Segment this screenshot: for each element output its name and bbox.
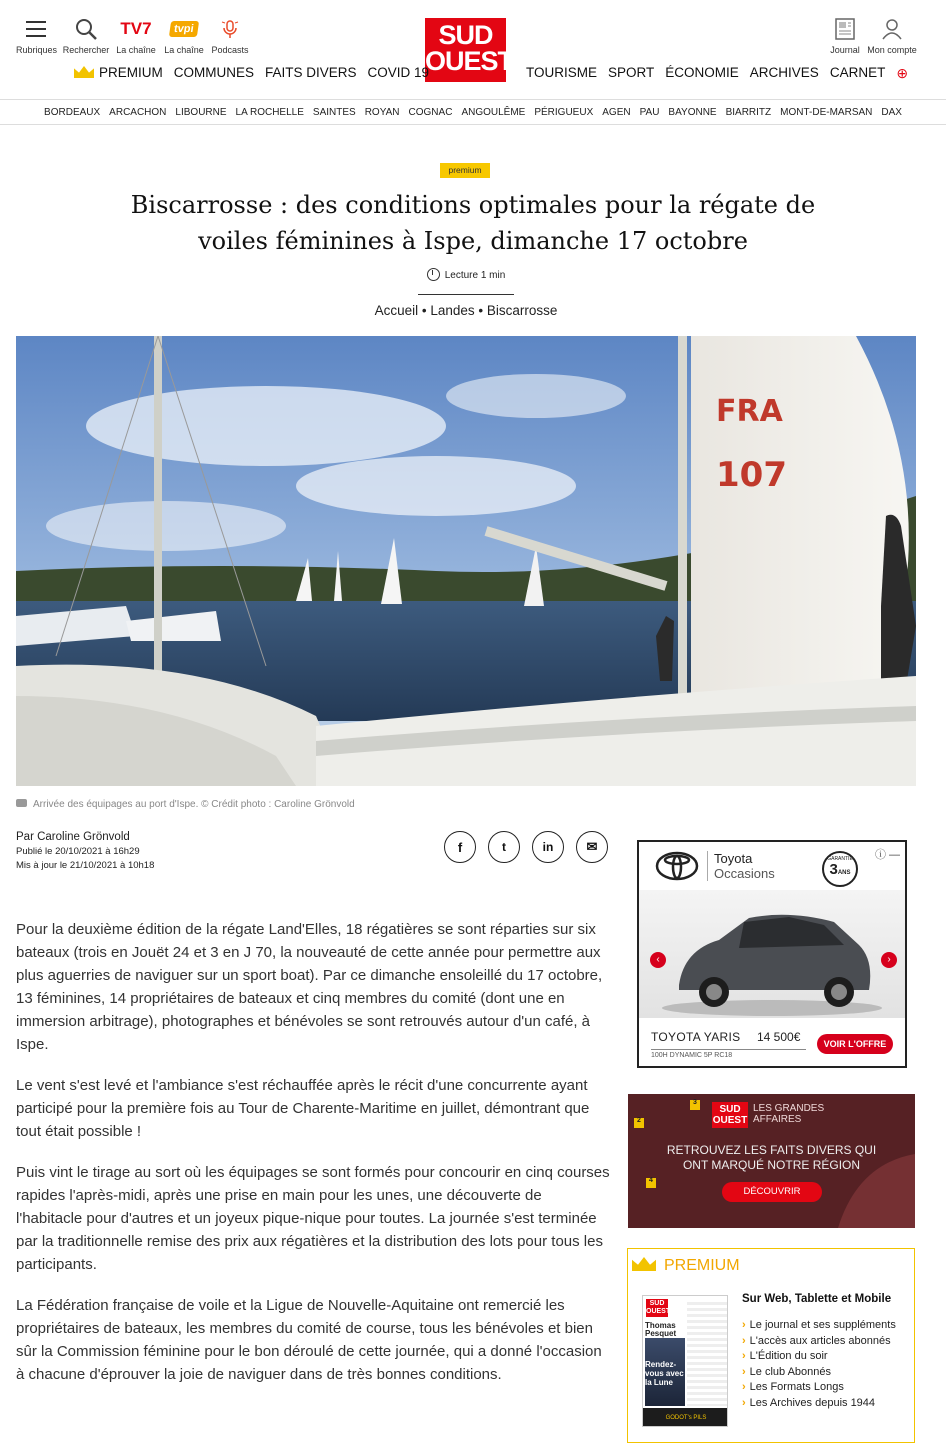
tvpi-button[interactable] <box>162 16 206 55</box>
city-link[interactable]: MONT-DE-MARSAN <box>780 107 873 118</box>
caption-text: Arrivée des équipages au port d'Ispe. © Crédit photo : Caroline Grönvold <box>33 799 355 810</box>
account-label: Mon compte <box>867 45 917 55</box>
breadcrumb-accueil[interactable]: Accueil <box>374 303 419 318</box>
regatta-photo <box>16 336 916 786</box>
toyota-ad-header <box>639 842 905 890</box>
email-share-button[interactable] <box>576 831 608 863</box>
city-link[interactable]: PAU <box>639 107 660 118</box>
account-button[interactable] <box>866 16 918 55</box>
podcasts-button[interactable] <box>210 16 250 55</box>
tv7-button[interactable] <box>114 16 158 55</box>
toyota-brand: Toyota <box>714 851 753 866</box>
photo-caption <box>16 799 355 810</box>
ad-line2: ONT MARQUÉ NOTRE RÉGION <box>682 1158 861 1172</box>
journal-label: Journal <box>830 45 860 55</box>
toyota-ad[interactable] <box>637 840 907 1068</box>
nav-tourisme[interactable]: TOURISME <box>526 65 598 80</box>
paper-logo-line1: SUD <box>649 1300 665 1307</box>
menu-button[interactable] <box>16 16 56 55</box>
journal-button[interactable] <box>826 16 864 55</box>
city-link[interactable]: LA ROCHELLE <box>235 107 304 118</box>
breadcrumb-landes[interactable]: Landes <box>430 303 475 318</box>
twitter-icon: t <box>502 840 506 854</box>
nav-sport[interactable]: SPORT <box>608 65 655 80</box>
car-photo <box>639 890 905 1018</box>
title-line1: Biscarrosse : des conditions optimales pour la régate de <box>130 191 816 219</box>
nav-carnet[interactable]: CARNET <box>829 65 886 80</box>
car-version: 100H DYNAMIC 5P RC18 <box>651 1049 806 1059</box>
tv7-logo: TV7 <box>120 19 152 38</box>
crown-icon <box>74 66 94 78</box>
published-date: Publié le 20/10/2021 à 16h29 <box>16 846 140 857</box>
menu-icon <box>24 18 48 40</box>
city-nav <box>0 101 946 125</box>
linkedin-share-button[interactable] <box>532 831 564 863</box>
city-link[interactable]: BAYONNE <box>668 107 717 118</box>
logo-line1: SUD <box>438 20 493 50</box>
hero-photo <box>16 336 916 786</box>
article-body <box>16 918 610 1404</box>
nav-faits-divers[interactable]: FAITS DIVERS <box>265 65 357 80</box>
nav-premium[interactable] <box>74 65 163 80</box>
facebook-icon: f <box>457 839 463 855</box>
warranty-label: GARANTIE <box>827 856 853 862</box>
city-link[interactable]: BORDEAUX <box>44 107 101 118</box>
podcasts-label: Podcasts <box>211 45 249 55</box>
mail-icon: ✉ <box>586 839 598 854</box>
paper-logo-line2: OUEST <box>646 1308 671 1315</box>
sail-number-top: FRA <box>716 394 783 429</box>
next-arrow-button[interactable]: › <box>881 952 897 968</box>
city-link[interactable]: ARCACHON <box>109 107 167 118</box>
author[interactable]: Par Caroline Grönvold <box>16 831 130 843</box>
byline <box>16 831 154 871</box>
discover-button[interactable]: DÉCOUVRIR <box>722 1182 822 1202</box>
crown-icon <box>632 1257 656 1271</box>
city-link[interactable]: BIARRITZ <box>725 107 772 118</box>
premium-tag: premium <box>440 163 490 178</box>
marker-3: 3 <box>693 1099 697 1106</box>
facebook-share-button[interactable] <box>444 831 476 863</box>
car-image <box>639 890 905 1018</box>
ad-logo-line1: SUD <box>719 1104 741 1115</box>
breadcrumb: Accueil • Landes • Biscarrosse <box>374 303 558 318</box>
article-title <box>60 187 886 259</box>
marker-4: 4 <box>649 1177 653 1184</box>
view-offer-button[interactable]: VOIR L'OFFRE <box>817 1034 893 1054</box>
breadcrumb-biscarrosse[interactable]: Biscarrosse <box>486 303 558 318</box>
city-link[interactable]: ROYAN <box>364 107 400 118</box>
car-price: 14 500€ <box>757 1030 801 1044</box>
city-link[interactable]: AGEN <box>602 107 631 118</box>
warranty-years <box>824 862 856 881</box>
paper-logo <box>646 1299 671 1317</box>
podcast-icon <box>219 17 241 41</box>
toyota-sub: Occasions <box>714 866 775 881</box>
nav-left <box>74 65 429 80</box>
nav-communes[interactable]: COMMUNES <box>173 65 254 80</box>
ad-line1: RETROUVEZ LES FAITS DIVERS QUI <box>666 1143 877 1157</box>
nav-economie[interactable]: ÉCONOMIE <box>665 65 739 80</box>
camera-icon <box>16 799 27 807</box>
grandes-affaires-ad[interactable] <box>628 1094 915 1228</box>
title-line2: voiles féminines à Ispe, dimanche 17 octobre <box>198 227 748 255</box>
paper-footer: GODOT's PILS <box>643 1408 728 1427</box>
warranty-badge <box>822 851 858 887</box>
search-label: Rechercher <box>62 45 110 55</box>
paper-columns <box>687 1302 727 1406</box>
user-icon <box>881 17 903 41</box>
warranty-number: 3 <box>829 861 838 878</box>
city-link[interactable]: COGNAC <box>408 107 453 118</box>
read-time-label: Lecture 1 min <box>444 270 506 281</box>
share-buttons <box>444 831 608 863</box>
search-button[interactable] <box>62 16 110 55</box>
linkedin-icon: in <box>542 840 554 854</box>
ad-tag2: AFFAIRES <box>753 1114 802 1125</box>
twitter-share-button[interactable] <box>488 831 520 863</box>
menu-label: Rubriques <box>16 45 58 55</box>
newspaper-thumbnail <box>642 1295 728 1427</box>
divider <box>418 294 514 295</box>
warranty-unit: ANS <box>837 870 851 876</box>
paper-name: Thomas Pesquet <box>645 1321 677 1338</box>
ad-message <box>628 1143 915 1173</box>
sail-number: 107 <box>716 455 787 495</box>
newspaper-icon <box>834 17 856 41</box>
premium-box[interactable] <box>627 1248 915 1443</box>
premium-features <box>742 1318 896 1412</box>
list-item: › Le club Abonnés <box>742 1365 896 1381</box>
prev-arrow-button[interactable]: ‹ <box>650 952 666 968</box>
premium-title: Sur Web, Tablette et Mobile <box>742 1293 892 1305</box>
nav-archives[interactable]: ARCHIVES <box>749 65 819 80</box>
ad-sud-ouest-logo <box>712 1102 748 1128</box>
city-link[interactable]: LIBOURNE <box>175 107 227 118</box>
logo-line2: OUEST <box>425 46 514 76</box>
paper-headline: Rendez-vous avec la Lune <box>645 1360 684 1387</box>
nav-premium-label: PREMIUM <box>99 65 163 80</box>
sud-ouest-logo[interactable] <box>425 18 514 82</box>
list-item: › Le journal et ses suppléments <box>742 1318 896 1334</box>
ad-info-icon[interactable]: ⓘ — <box>875 849 901 861</box>
toyota-logo-icon <box>655 851 699 881</box>
search-icon <box>74 17 98 41</box>
ad-logo-line2: OUEST <box>712 1115 748 1126</box>
ad-tag1: LES GRANDES <box>753 1103 825 1114</box>
city-link[interactable]: DAX <box>881 107 902 118</box>
list-item: › Les Formats Longs <box>742 1380 896 1396</box>
city-link[interactable]: PÉRIGUEUX <box>534 107 594 118</box>
clock-icon <box>427 268 440 281</box>
nav-covid[interactable]: COVID 19 <box>367 65 430 80</box>
list-item: › Les Archives depuis 1944 <box>742 1396 896 1412</box>
list-item: › L'Édition du soir <box>742 1349 896 1365</box>
marker-2: 2 <box>637 1117 641 1124</box>
premium-heading-label: PREMIUM <box>664 1257 740 1274</box>
paragraph: Puis vint le tirage au sort où les équipages se sont formés pour concourir en cinq courses rapides l'après-midi, après une prise en main pour les unes, une découverte de l'habitacle pour d'autres et un joyeux pique-nique pour toutes. La journée s'est terminée par la traditionnelle remise des prix aux régatières et la distribution des lots pour tous les participants. <box>16 1164 610 1273</box>
car-model: TOYOTA YARIS <box>651 1030 741 1044</box>
list-item: › L'accès aux articles abonnés <box>742 1334 896 1350</box>
site-header <box>0 0 946 100</box>
premium-heading <box>628 1257 740 1275</box>
read-time <box>0 268 932 281</box>
updated-date: Mis à jour le 21/10/2021 à 10h18 <box>16 860 155 871</box>
paragraph: La Fédération française de voile et la Ligue de Nouvelle-Aquitaine ont remercié les propriétaires de bateaux, les membres du comité de course, tous les bénévoles et bien sûr la Commission féminine pour le bon déroulé de cette journée, qui a donné l'occasion à chacune d'éprouver la joie de naviguer dans de très bonnes conditions. <box>16 1297 602 1383</box>
nav-right <box>526 65 908 82</box>
paragraph: Pour la deuxième édition de la régate Land'Elles, 18 régatières se sont réparties sur six bateaux (trois en Jouët 24 et 3 en J 70, la nouveauté de cette année pour permettre aux plus aguerries de naviguer sur un sport boat). Par ce dimanche ensoleillé du 17 octobre, 13 féminines, 14 propriétaires de bateaux et cinq membres du comité (dont une en immersion arbitrage), photographes et bénévoles se sont retrouvés autour d'un café, à Ispe. <box>16 921 603 1053</box>
tv7-label: La chaîne <box>116 45 156 55</box>
tvpi-logo: tvpi <box>169 21 199 37</box>
ad-tagline <box>753 1103 824 1125</box>
paragraph: Le vent s'est levé et l'ambiance s'est réchauffée après le récit d'une concurrente ayant participé pour la première fois au Tour de Charente-Maritime en juillet, démontrant que tout était possible ! <box>16 1077 590 1140</box>
city-link[interactable]: SAINTES <box>312 107 356 118</box>
city-link[interactable]: ANGOULÊME <box>461 107 526 118</box>
toyota-ad-footer <box>639 1022 905 1066</box>
more-icon[interactable]: ⊕ <box>896 65 909 81</box>
tvpi-label: La chaîne <box>164 45 204 55</box>
